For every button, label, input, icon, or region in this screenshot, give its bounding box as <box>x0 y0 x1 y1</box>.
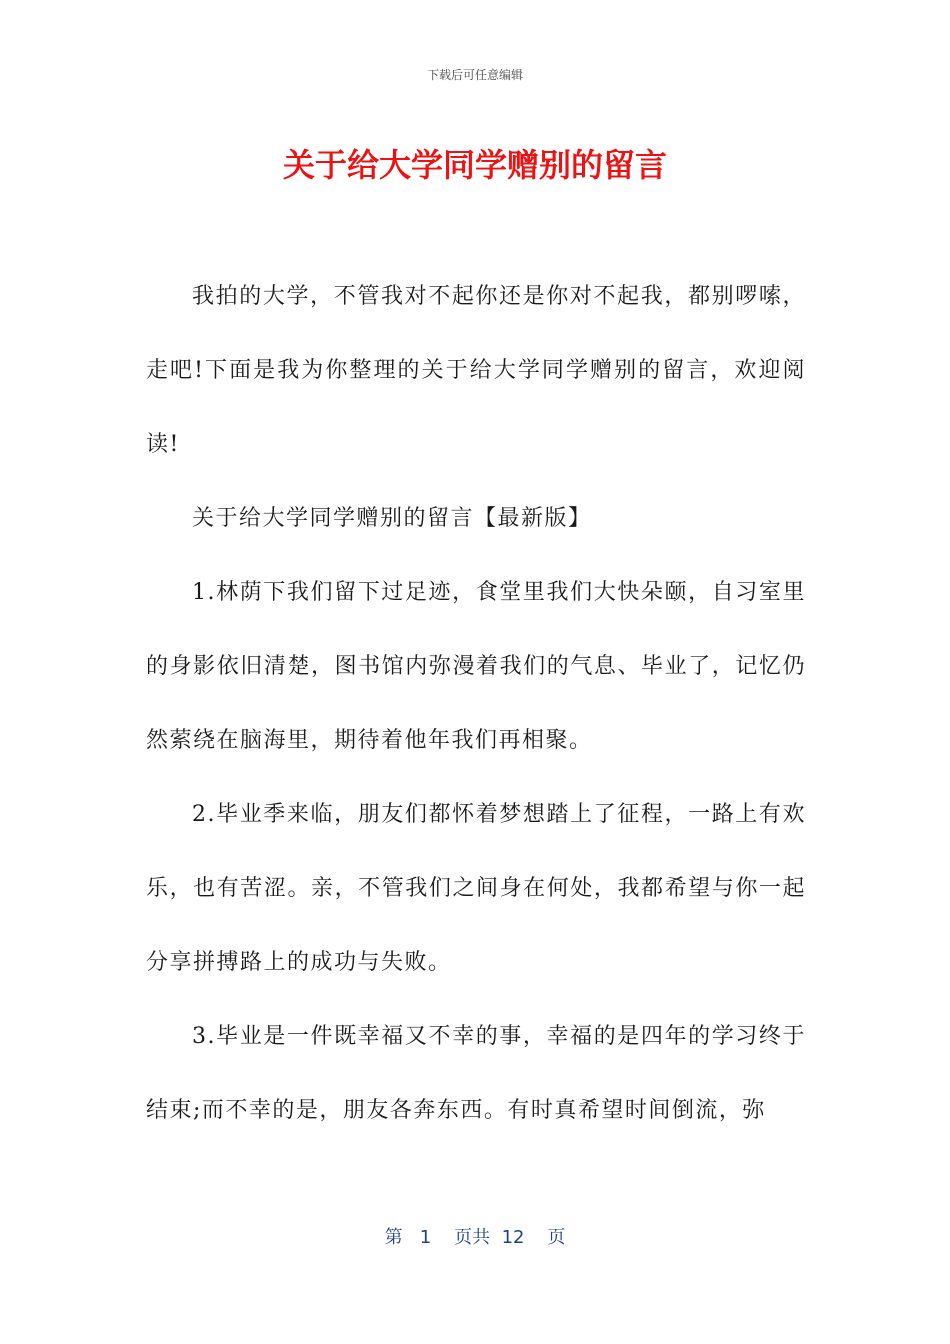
footer-middle: 页共 <box>454 1227 491 1248</box>
paragraph-item-1: 1.林荫下我们留下过足迹，食堂里我们大快朵颐，自习室里的身影依旧清楚，图书馆内弥漫着我们的气息、毕业了，记忆仍然萦绕在脑海里，期待着他年我们再相聚。 <box>146 580 806 753</box>
footer-total-pages: 12 <box>501 1227 525 1248</box>
document-body <box>146 260 806 1148</box>
footer-suffix: 页 <box>547 1227 566 1248</box>
header-note: 下载后可任意编辑 <box>426 68 523 82</box>
paragraph-intro: 我拍的大学，不管我对不起你还是你对不起我，都别啰嗦，走吧!下面是我为你整理的关于给大学同学赠别的留言，欢迎阅读! <box>146 284 806 457</box>
footer-prefix: 第 <box>384 1227 403 1248</box>
document-title: 关于给大学同学赠别的留言 <box>282 146 667 184</box>
paragraph-subheading: 关于给大学同学赠别的留言【最新版】 <box>192 506 592 531</box>
page-footer <box>0 1224 950 1252</box>
paragraph-item-2: 2.毕业季来临，朋友们都怀着梦想踏上了征程，一路上有欢乐，也有苦涩。亲，不管我们之间身在何处，我都希望与你一起分享拼搏路上的成功与失败。 <box>146 802 806 975</box>
paragraph-item-3: 3.毕业是一件既幸福又不幸的事，幸福的是四年的学习终于结束;而不幸的是，朋友各奔东西。有时真希望时间倒流，弥 <box>146 1024 806 1123</box>
footer-current-page: 1 <box>419 1227 432 1248</box>
